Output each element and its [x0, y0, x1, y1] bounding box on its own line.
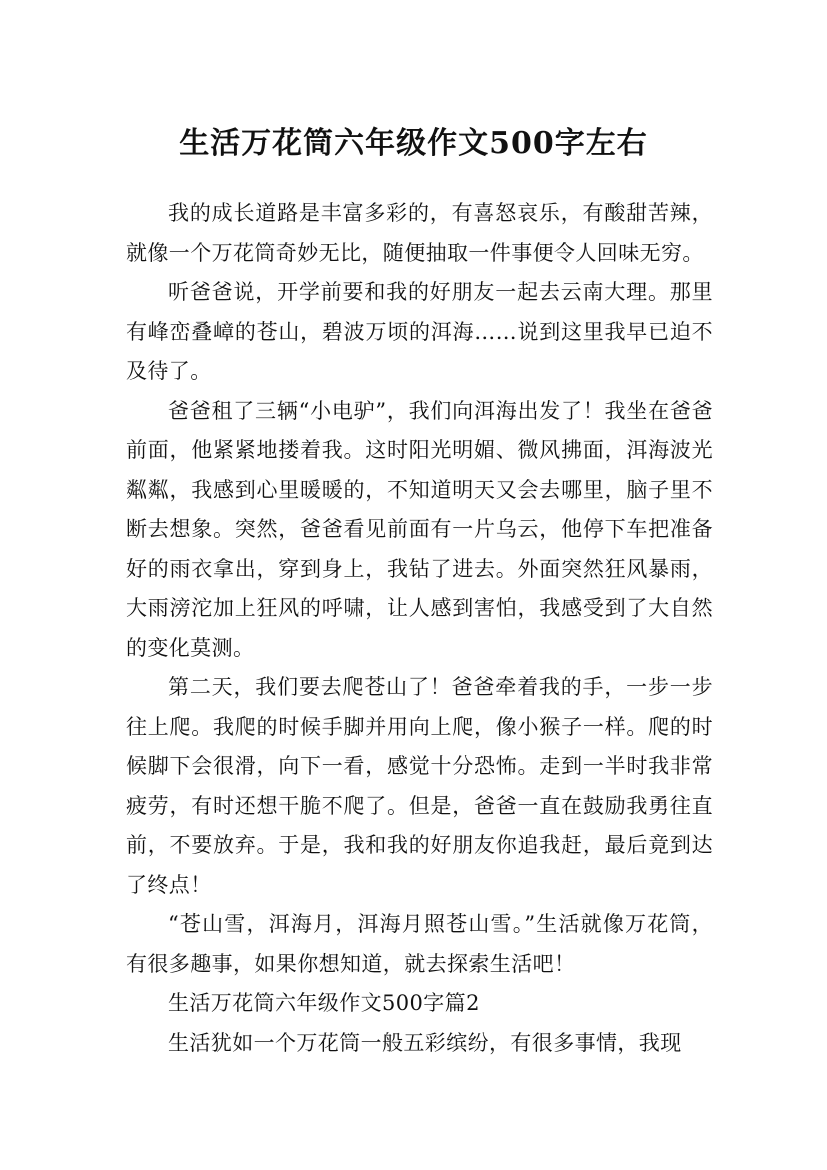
document-title: 生活万花筒六年级作文500字左右: [179, 126, 648, 162]
paragraph-2: 听爸爸说，开学前要和我的好朋友一起去云南大理。那里有峰峦叠嶂的苍山，碧波万顷的洱海……说到这里我早已迫不及待了。: [126, 280, 713, 383]
document-body: [126, 194, 713, 1063]
paragraph-3: 爸爸租了三辆“小电驴”，我们向洱海出发了！我坐在爸爸前面，他紧紧地搂着我。这时阳光明媚、微风拂面，洱海波光粼粼，我感到心里暖暖的，不知道明天又会去哪里，脑子里不断去想象。突然，爸爸看见前面有一片乌云，他停下车把准备好的雨衣拿出，穿到身上，我钻了进去。外面突然狂风暴雨，大雨滂沱加上狂风的呼啸，让人感到害怕，我感受到了大自然的变化莫测。: [126, 398, 713, 660]
paragraph-5: “苍山雪，洱海月，洱海月照苍山雪。”生活就像万花筒，有很多趣事，如果你想知道，就去探索生活吧！: [126, 912, 713, 976]
section-heading: 生活万花筒六年级作文500字篇2: [168, 991, 480, 1015]
paragraph-1: 我的成长道路是丰富多彩的，有喜怒哀乐，有酸甜苦辣，就像一个万花筒奇妙无比，随便抽取一件事便令人回味无穷。: [126, 201, 713, 265]
paragraph-6: 生活犹如一个万花筒一般五彩缤纷，有很多事情，我现: [168, 1030, 682, 1055]
paragraph-4: 第二天，我们要去爬苍山了！爸爸牵着我的手，一步一步往上爬。我爬的时候手脚并用向上爬，像小猴子一样。爬的时候脚下会很滑，向下一看，感觉十分恐怖。走到一半时我非常疲劳，有时还想干脆不爬了。但是，爸爸一直在鼓励我勇往直前，不要放弃。于是，我和我的好朋友你追我赶，最后竟到达了终点！: [126, 675, 713, 897]
